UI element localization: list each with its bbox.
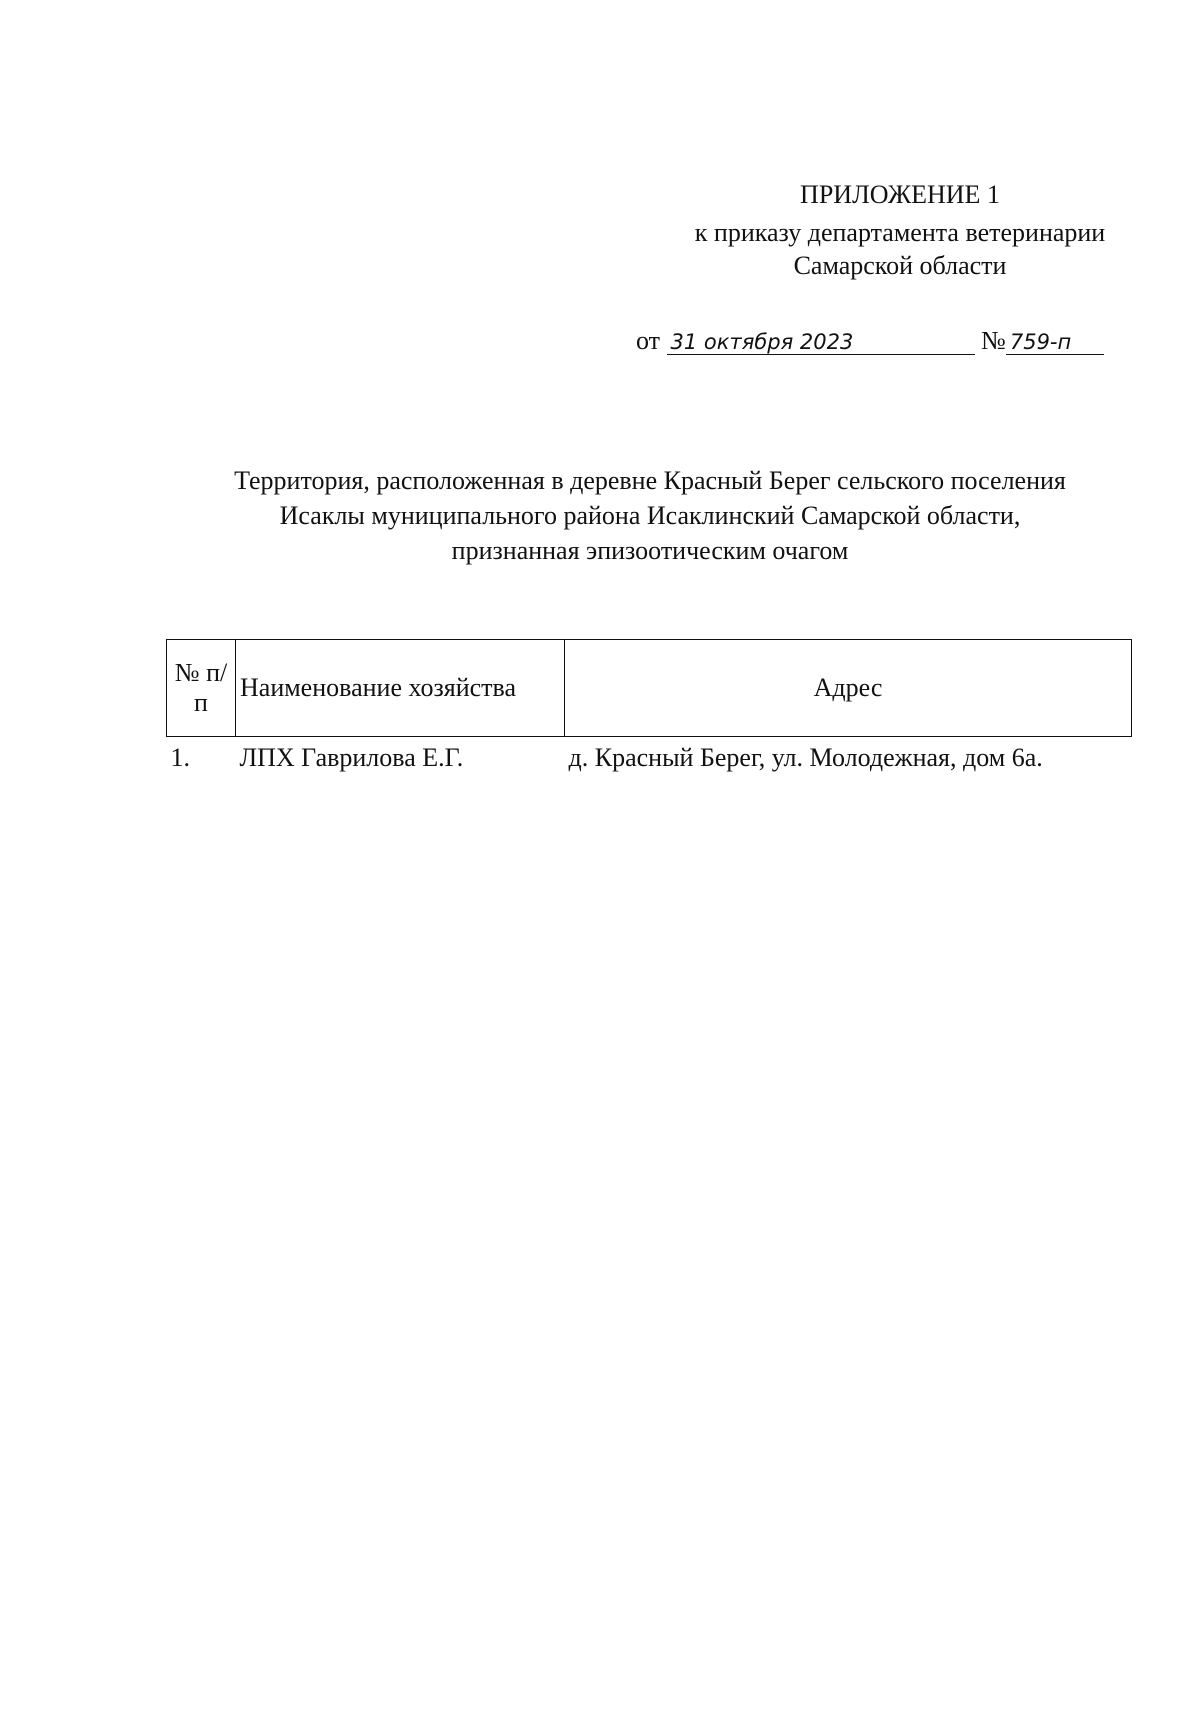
table-header-row — [167, 640, 1132, 737]
order-number: 759-п — [1006, 330, 1104, 355]
appendix-title: ПРИЛОЖЕНИЕ 1 — [800, 180, 1000, 209]
households-table — [166, 639, 1132, 779]
order-date: 31 октября 2023 — [667, 330, 975, 355]
heading-line3: признанная эпизоотическим очагом — [451, 536, 849, 565]
heading-line2: Исаклы муниципального района Исаклинский Самарской области, — [279, 501, 1021, 530]
from-label: от — [636, 326, 661, 355]
table-row — [167, 737, 1132, 780]
header-address: Адрес — [565, 640, 1132, 737]
cell-address: д. Красный Берег, ул. Молодежная, дом 6а. — [568, 743, 1043, 772]
cell-number: 1. — [170, 743, 190, 772]
appendix-line2: Самарской области — [793, 251, 1007, 280]
order-date-line — [636, 326, 1104, 356]
header-name: Наименование хозяйства — [236, 640, 565, 737]
number-label: № — [981, 326, 1006, 355]
cell-name: ЛПХ Гаврилова Е.Г. — [239, 743, 464, 772]
heading-line1: Территория, расположенная в деревне Красный Берег сельского поселения — [234, 466, 1066, 495]
header-number: № п/п — [167, 640, 236, 737]
appendix-line1: к приказу департамента ветеринарии — [694, 218, 1106, 247]
